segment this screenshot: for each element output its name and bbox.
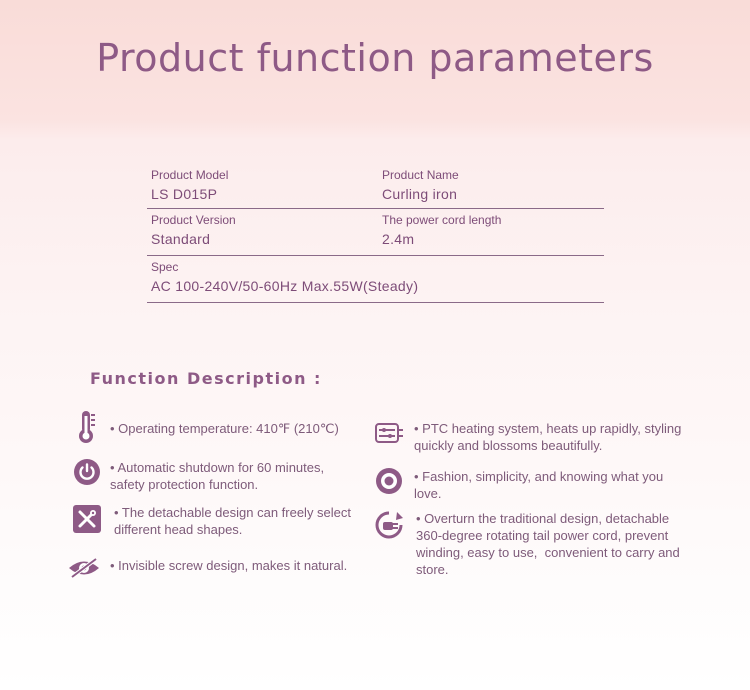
feature-text: • Overturn the traditional design, detachable 360-degree rotating tail power cord, prevent winding, easy to use, convenient to carry and store. xyxy=(416,511,680,577)
spec-row xyxy=(147,164,604,209)
spec-label: Spec xyxy=(151,260,179,274)
spec-table xyxy=(147,164,604,303)
feature-text: • Fashion, simplicity, and knowing what you love. xyxy=(414,469,664,501)
spec-row xyxy=(147,209,604,256)
target-icon xyxy=(374,466,404,496)
spec-cell xyxy=(151,260,418,294)
feature-item xyxy=(374,466,694,502)
product-model-value: LS D015P xyxy=(151,186,218,202)
product-version-value: Standard xyxy=(151,231,211,247)
feature-text: • Operating temperature: 410℉ (210℃) xyxy=(110,421,339,436)
feature-text: • The detachable design can freely select different head shapes. xyxy=(114,505,352,537)
spec-row xyxy=(147,256,604,303)
product-version-cell xyxy=(151,213,236,247)
power-cord-cell xyxy=(382,213,501,247)
function-description-heading: Function Description : xyxy=(90,369,322,388)
power-cord-value: 2.4m xyxy=(382,231,415,247)
product-name-value: Curling iron xyxy=(382,186,458,202)
thermometer-icon xyxy=(72,412,102,442)
feature-item xyxy=(72,457,360,493)
product-name-cell xyxy=(382,168,459,202)
product-model-label: Product Model xyxy=(151,168,229,182)
feature-item xyxy=(72,504,364,538)
page-title: Product function parameters xyxy=(96,36,654,80)
feature-text: • PTC heating system, heats up rapidly, styling quickly and blossoms beautifully. xyxy=(414,421,682,453)
heating-icon xyxy=(374,418,404,448)
eye-slash-icon xyxy=(66,553,102,583)
tools-icon xyxy=(72,504,102,534)
spec-value: AC 100-240V/50-60Hz Max.55W(Steady) xyxy=(151,278,419,294)
product-model-cell xyxy=(151,168,228,202)
feature-item xyxy=(72,412,339,442)
power-cord-label: The power cord length xyxy=(382,213,502,227)
feature-item xyxy=(374,418,694,454)
power-icon xyxy=(72,457,102,487)
feature-item xyxy=(66,553,347,583)
feature-text: • Invisible screw design, makes it natural. xyxy=(110,558,348,573)
product-version-label: Product Version xyxy=(151,213,236,227)
feature-text: • Automatic shutdown for 60 minutes, safety protection function. xyxy=(110,460,325,492)
rotating-plug-icon xyxy=(374,510,404,540)
feature-item xyxy=(374,510,696,578)
product-name-label: Product Name xyxy=(382,168,459,182)
